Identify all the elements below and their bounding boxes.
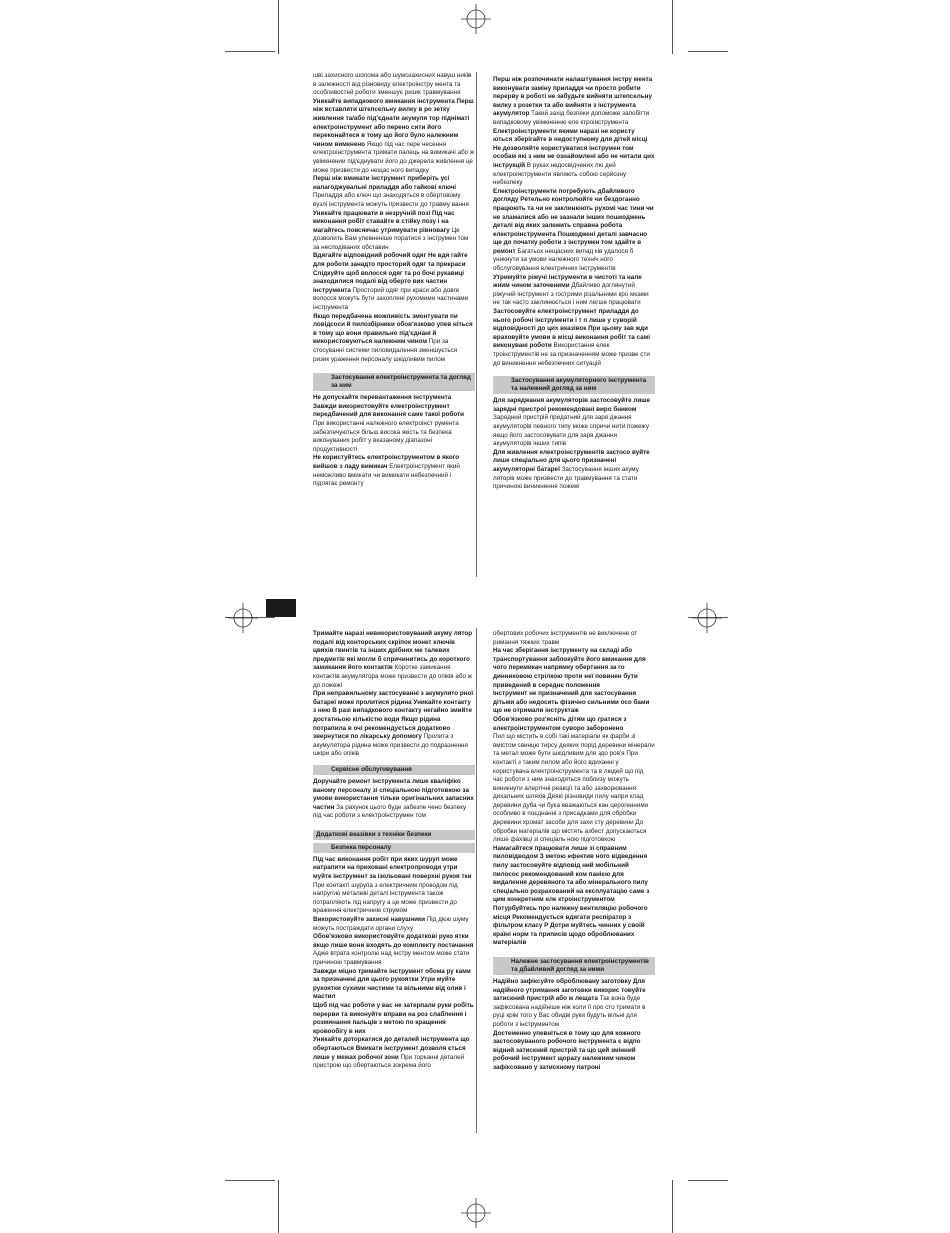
paragraph: Тримайте наразі невикористовуваний акуму лятор подалі від конторських скріпок монет ключів цвяхів гвинтів та інших дрібних ме талевих предметів які могли б спричинитись до короткого замикання його контактів Коротке замикання контактів акумулятора може призвести до опіків або ж до пожежі xyxy=(313,630,473,689)
paragraph: Для живлення електроінструментів застосо вуйте лише спеціально для цього призначені акумуляторні батареї Застосування інших акуму ляторів може призвести до травмування та стати причиною виникнення пожежі xyxy=(493,448,650,491)
section-heading: Сервісне обслуговування xyxy=(313,765,475,775)
bottom-left-column xyxy=(313,630,475,1071)
paragraph: Уникайте працювати в незручній позі Під час виконання робіт ставайте в стійку позу і на магайтесь повсякчас утримувати рівновагу Це дозволить Вам упевненіше поратися з інструмен том за несподіваних обставин xyxy=(313,209,469,251)
paragraph: Завжди міцно тримайте інструмент обома ру ками за призначені для цього рукоятки Утри муйте рукоятки сухими чистими та вільними від олив і мастил xyxy=(313,967,471,1001)
crop-line xyxy=(672,0,673,54)
paragraph: Утримуйте ріжучі інструменти в чистоті та нале жним чином заточеними Дбайливо доглянутий ріжучий інструмент з гострими різальними кро мками не так часто заклинюється і ним легше працювати xyxy=(493,273,649,307)
paragraph: Доручайте ремонт інструмента лише кваліфіко ваному персоналу зі спеціальною підготовкою за умови використання тільки оригінальних запасних частин За рахунок цього буде забезпе чено безпеку під час роботи з електроінструмен том xyxy=(313,777,474,820)
crop-line xyxy=(225,1180,275,1181)
crop-line xyxy=(688,51,728,52)
section-heading: Належне застосування електроінструментів та дбайливий догляд за ними xyxy=(493,957,655,975)
registration-mark-icon xyxy=(461,1198,491,1228)
section-heading: Застосування електроінструмента та догляд за ним xyxy=(313,373,475,391)
registration-mark-icon xyxy=(228,603,258,633)
paragraph: Не допускайте перевантаження інструмента Завжди використовуйте електроінструмент передбачений для виконання саме такої роботи При використанні належного електроінст румента забезпечуються більш висока якість та безпека виконуваних робіт у вказаному діапазоні продуктивності xyxy=(313,394,464,453)
subsection-heading: Безпека персоналу xyxy=(313,843,475,853)
paragraph: шві захисного шолома або шумозахисних навуш ників в залежності від різновиду електроінстру мента та особливостей роботи зменшує ризик травмування xyxy=(313,72,472,97)
top-right-column xyxy=(493,76,655,492)
registration-mark-icon xyxy=(692,603,722,633)
crop-line xyxy=(278,1180,279,1233)
top-left-column xyxy=(313,72,475,489)
paragraph: Вдягайте відповідний робочий одяг Не вдя гайте для роботи занадто просторий одяг та прикраси Слідкуйте щоб волосся одяг та ро бочі рукавиці знаходилися подалі від оберто вих частин інструмента Просторий одяг при краси або довге волосся можуть бути захоплені рухомими частинами інструмента xyxy=(313,252,469,312)
paragraph: Достеменно упевніться в тому що для кожного застосовуваного робочого інструмента є відпо відний затискний пристрій та що цей змінний робочий інструмент щорazу належним чином зафіксовано у затискному патроні xyxy=(493,1029,641,1071)
paragraph: Щоб під час роботи у вас не затерпали руки робіть перерви та виконуйте вправи на роз слаблення і розминання пальців з метою по кращення кровообігу в них xyxy=(313,1001,474,1035)
registration-mark-icon xyxy=(461,4,491,34)
paragraph: Обов'язково роз'ясніть дітям що гратися з електроінструментом суворо заборонено xyxy=(493,715,627,732)
language-tab-marker xyxy=(266,599,296,617)
crop-line xyxy=(225,51,275,52)
crop-line xyxy=(688,1180,728,1181)
paragraph: Використовуйте захисні навушники Під дією шуму можуть постраждати органи слуху xyxy=(313,916,469,932)
section-heading: Додаткові вказівки з техніки безпеки xyxy=(313,830,475,840)
paragraph: Пил що містить в собі такі матеріали як фарби зі вмістом свинцю тирсу деяких порід деревини мінерали та метал може бути шкідливим для здо ров'я При контакті з таким пилом або його вдиханні у користувача електроінструмента та в людей що під час роботи з ним знаходяться поблизу можуть виникнути алергічні реакції та або захворювання дихальних шляхів Деякі різновиди пилу напри клад деревини дуба чи бука вважаються кан церогенними особливо в поєднанні з присадками для обробки деревини хромат засоби для захи сту деревини До обробки матеріалів що містять азбест допускаються лише фахівці зі спеціаль ною підготовкою Намагайтеся працювати лише зі справним пиловідводом З метою ефектив ного відведення пилу застосовуйте відповід ний мобільний пилосос рекомендований ком панією для видалення деревяного та або мінерального пилу спеціально розрахований на експлуатацію саме з цим конкретним еле ктроінструментом Потурбуйтесь про належну вентиляцію робочого місця Рекомендується вдягати респіратор з фільтром класу P Дотри муйтесь чинних у своїй країні норм та приписів щодо оброблюваних матеріалів xyxy=(493,733,655,947)
bottom-right-column xyxy=(493,630,655,1073)
paragraph: Застосовуйте електроінструмент приладдя до нього робочі інструменти і т п лише у суворій відповідності до цих вказівок При цьому зав жди враховуйте умови в місці виконання робіт та самі виконувані роботи Використання елек троінструментів не за призначенням може призве сти до виникнення небезпечних ситуацій xyxy=(493,308,651,367)
paragraph: Для заряджання акумуляторів застосовуйте лише зарядні пристрої рекомендовані виро бником Зарядний пристрій придатний для заря джання акумуляторів певного типу може спричи нити пожежу якщо його застосовувати для заря джання акумуляторів інших типів xyxy=(493,397,650,448)
paragraph: На час зберігання інструменту на складі або транспортування заблокуйте його вмикання для чого перемикач напрямку обертання за го динниковою стрілкою проти неї повинен бути приведений в середнє положення xyxy=(493,647,646,689)
paragraph: При неправильному застосуванні з акумулято рної батареї може пролитися рідина Уникайте контакту з нею В разі випадкового контакту негайно змийте достатньою кількістю води Якщо рідина потрапила в очі рекомендується додатково звернутися по лікарську допомогу Пролита з акумулятора рідина може призвести до подразнення шкіри або опіків xyxy=(313,690,474,758)
paragraph: Перш ніж вмикати інструмент приберіть усі налагоджувальні приладдя або гайкові ключі Приладдя або ключ що знаходяться в обертовому вузлі інструмента можуть призвести до травму вання xyxy=(313,175,469,208)
paragraph: Перш ніж розпочинати налаштування інстру мента виконувати заміну приладдя чи просто робити перерву в роботі не забудьте вийняти штепсельну вилку з розетки та або вийняти з інструмента акумулятор Такий захід безпеки допоможе запобігти випадковому увімкненню еле ктроінструмента xyxy=(493,76,653,126)
crop-line xyxy=(672,1180,673,1233)
paragraph: Надійно зафіксуйте оброблювану заготовку Для надійного утримання заготовки викорис товуйте затискний пристрій або ж лещата Так вона буде зафіксована надійніше ніж коли її про сто тримати в руці крім того у Вас обидві руки будуть вільні для роботи з інструментом xyxy=(493,977,646,1028)
paragraph: Якщо передбачена можливість змонтувати пи ловідсоси й пилозбірники обов'язково упев ніться в тому що вони правильно під'єднані й використовуються належним чином При за стосуванні системи пиловидалення зменшується ризик ураження персоналу шкідливим пилом xyxy=(313,312,473,363)
paragraph: Електроінструменти якими наразі не користу ються зберігайте в недоступному для дітей місці Не дозволяйте користуватися інструмен том особам які з ним не ознайомлені або не читали цих інструкцій В руках недосвідчених лю дей електроінструменти являють собою серйозну небезпеку xyxy=(493,127,655,187)
paragraph: Інструмент не призначений для застосування дітьми або недосить фізично сильними осо бами що не отримали інструктаж xyxy=(493,690,650,715)
column-divider xyxy=(476,72,477,577)
crop-line xyxy=(278,0,279,54)
column-divider xyxy=(476,628,477,1133)
paragraph: Не користуйтесь електроінструментом в якого вийшов з ладу вимикач Електроінструмент який неможливо вмикати чи вимикати небезпечний і підлягає ремонту xyxy=(313,454,460,488)
paragraph: Обов'язково використовуйте додаткові руко ятки якщо лише вони входять до комплекту постачання Адже втрата контролю над інстру ментом може стати причиною травмування xyxy=(313,933,474,966)
paragraph: Під час виконання робіт при яких шуруп може натрапити на приховані електропроводи утри муйте інструмент за ізольовані поверхні рукоя тки При контакті шурупа з електричним проводом під напругою металеві деталі інструмента також потрапляють під напругу а це може призвести до враження електричним струмом xyxy=(313,855,472,915)
paragraph: Уникайте доторкатися до деталей інструмента що обертаються Вмикати інструмент дозволя ється лише у межах робочої зони При торканні деталей пристрою що обертаються зокрема його xyxy=(313,1036,470,1070)
paragraph: Електроінструменти потребують дбайливого догляду Ретельно контролюйте чи бездоганно працюють та чи не заклинюють рухомі час тини чи не зламалися або не зазнали інших пошкоджень деталі від яких залежить справна робота електроінструмента Пошкоджені деталі завчасно ще до початку роботи з інструмен том здайте в ремонт Багатьох нещасних випад ків удалося б уникнути за умови належного техніч ного обслуговування електричних інструментів xyxy=(493,187,654,273)
section-heading: Застосування акумуляторного інструмента та належний догляд за ним xyxy=(493,376,655,394)
paragraph: обертових робочих інструментів не виключене от римання тяжких травм xyxy=(493,630,638,646)
paragraph: Уникайте випадкового вмикання інструмента Перш ніж вставляти штепсельну вилку в ро зетку живлення та/або під'єднати акумуля тор підніматі електроінструмент або перено сити його переконайтеся в тому що його було належним чином вимкнено Якщо під час пере несення електроінструмента тримати палець на вимикачі або ж увімкнении під'єднувати його до джерела живлення це може призвести до нещас ного випадку xyxy=(313,97,475,174)
